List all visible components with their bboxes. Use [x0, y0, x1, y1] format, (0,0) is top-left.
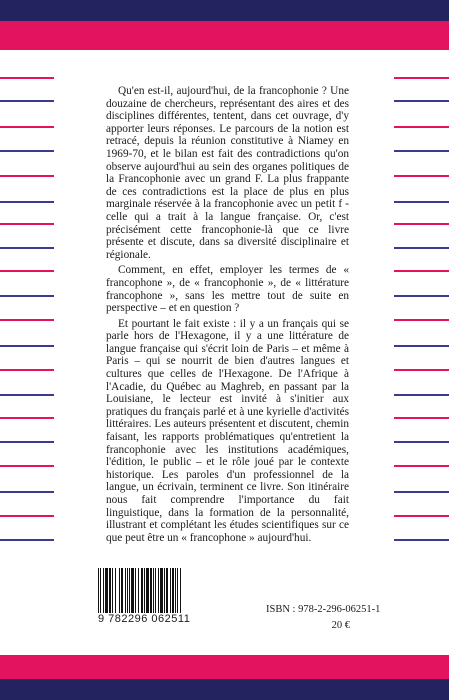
- stripe-left: [0, 539, 54, 541]
- barcode-bar: [170, 568, 171, 613]
- stripe-left: [0, 150, 54, 152]
- stripe-right: [394, 515, 449, 517]
- barcode-bar: [180, 568, 181, 613]
- barcode-bar: [164, 568, 165, 613]
- stripe-left: [0, 270, 54, 272]
- stripe-right: [394, 175, 449, 177]
- stripe-right: [394, 369, 449, 371]
- price-label: 20 €: [331, 620, 350, 631]
- stripe-right: [394, 491, 449, 493]
- barcode-bar: [109, 568, 111, 613]
- barcode-image: [98, 568, 199, 613]
- paragraph-2: Comment, en effet, employer les termes de « francophone », de « francophonie », de « littérature francophone », sans les mettre tout de suite en perspective – et en question ?: [106, 264, 349, 315]
- barcode-digits: 9 782296 062511: [98, 613, 191, 625]
- barcode-bar: [138, 568, 139, 613]
- stripe-right: [394, 223, 449, 225]
- stripe-right: [394, 126, 449, 128]
- barcode-bar: [177, 568, 178, 613]
- barcode-bar: [150, 568, 152, 613]
- stripe-left: [0, 201, 54, 203]
- barcode-bar: [141, 568, 143, 613]
- barcode-bar: [129, 568, 130, 613]
- stripe-left: [0, 465, 54, 467]
- bottom-pink-band: [0, 655, 449, 679]
- barcode-bar: [155, 568, 156, 613]
- barcode-bar: [125, 568, 126, 613]
- stripe-left: [0, 369, 54, 371]
- top-pink-band: [0, 21, 449, 50]
- stripe-left: [0, 295, 54, 297]
- barcode-bar: [127, 568, 128, 613]
- barcode-bar: [144, 568, 145, 613]
- stripe-right: [394, 150, 449, 152]
- stripe-left: [0, 126, 54, 128]
- paragraph-3: Et pourtant le fait existe : il y a un français qui se parle hors de l'Hexagone, il y a une littérature de langue française qui s'écrit loin de Paris – et même à Paris – qui se nourrit de bien d'autres langues et cultures que celles de l'Hexagone. De l'Afrique à l'Acadie, du Québec au Maghreb, en passant par la Louisiane, le lecteur est invité à s'initier aux pratiques du français parlé et à une kyrielle d'activités littéraires. Les auteurs présentent et discutent, chemin faisant, les rapports problématiques qu'entretient la francophonie avec les institutions académiques, l'édition, le public – et le rôle joué par le contexte historique. Les paroles d'un professionnel de la langue, un écrivain, terminent ce livre. Son itinéraire nous fait comprendre l'importance du fait linguistique, dans la formation de la personnalité, illustrant et complétant les études scientifiques sur ce que peut être un « francophone » aujourd'hui.: [106, 317, 349, 544]
- stripe-left: [0, 319, 54, 321]
- barcode-bar: [166, 568, 168, 613]
- barcode-bar: [158, 568, 159, 613]
- stripe-left: [0, 417, 54, 419]
- stripe-right: [394, 77, 449, 79]
- barcode-bar: [112, 568, 113, 613]
- stripe-left: [0, 345, 54, 347]
- barcode-bar: [146, 568, 149, 613]
- stripe-right: [394, 345, 449, 347]
- barcode-bar: [172, 568, 174, 613]
- barcode-bar: [135, 568, 136, 613]
- isbn-number: ISBN : 978-2-296-06251-1: [266, 604, 381, 615]
- stripe-right: [394, 270, 449, 272]
- stripe-right: [394, 295, 449, 297]
- barcode-bar: [105, 568, 108, 613]
- stripe-right: [394, 539, 449, 541]
- stripe-right: [394, 441, 449, 443]
- barcode-bar: [115, 568, 116, 613]
- stripe-right: [394, 417, 449, 419]
- stripe-left: [0, 175, 54, 177]
- stripe-left: [0, 515, 54, 517]
- barcode-bar: [103, 568, 104, 613]
- barcode-bar: [153, 568, 154, 613]
- barcode-bar: [98, 568, 99, 613]
- paragraph-1: Qu'en est-il, aujourd'hui, de la francophonie ? Une douzaine de chercheurs, représentant des aires et des disciplines différentes, tentent, dans cet ouvrage, d'y apporter leurs réponses. Le parcours de la notion est retracé, depuis la réunion constitutive à Niamey en 1969-70, et le bilan est fait des contradictions qu'on observe aujourd'hui au sein des organes politiques de la Francophonie avec un grand F. La plus frappante de ces contradictions est la place de plus en plus marginale réservée à la francophonie avec un petit f - celle qui a trait à la langue française. Or, c'est précisément cette francophonie-là que ce livre présente et discute, dans sa diversité disciplinaire et régionale.: [106, 85, 349, 261]
- stripe-left: [0, 223, 54, 225]
- back-cover-text: [106, 85, 349, 547]
- stripe-left: [0, 441, 54, 443]
- top-navy-band: [0, 0, 449, 21]
- stripe-left: [0, 77, 54, 79]
- stripe-left: [0, 247, 54, 249]
- barcode-bar: [100, 568, 101, 613]
- barcode-bar: [121, 568, 123, 613]
- stripe-right: [394, 465, 449, 467]
- barcode-bar: [119, 568, 120, 613]
- stripe-left: [0, 394, 54, 396]
- stripe-left: [0, 100, 54, 102]
- stripe-right: [394, 201, 449, 203]
- stripe-left: [0, 491, 54, 493]
- stripe-right: [394, 319, 449, 321]
- barcode-bar: [160, 568, 163, 613]
- barcode-bar: [131, 568, 134, 613]
- stripe-right: [394, 100, 449, 102]
- stripe-right: [394, 394, 449, 396]
- bottom-navy-band: [0, 679, 449, 700]
- barcode-bar: [175, 568, 176, 613]
- stripe-right: [394, 247, 449, 249]
